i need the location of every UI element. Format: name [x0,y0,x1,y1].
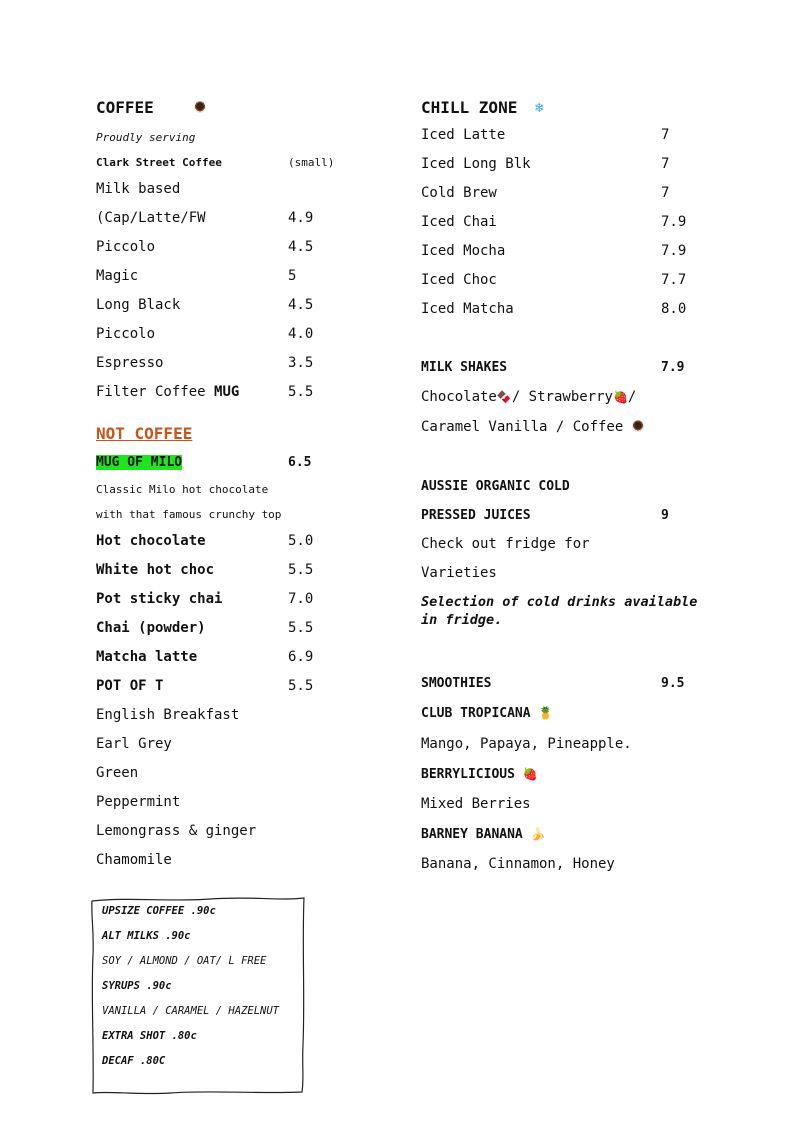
snowflake-icon: ❄ [535,100,544,116]
menu-item [421,150,741,179]
smoothie-name-wrap [421,698,553,729]
milo-desc-1 [96,477,356,502]
juices-line [421,559,741,588]
coffee-cup-icon [632,420,644,432]
milo-desc-2 [96,502,356,527]
item-price: 7 [661,127,670,143]
tea-item [96,846,356,875]
tea-item [96,701,356,730]
menu-item [96,204,356,233]
desc-text: with that famous crunchy top [96,508,282,521]
item-name: Iced Choc [421,272,497,288]
menu-item [421,121,741,150]
item-price: 6.9 [288,649,314,665]
menu-item-filter [96,378,356,407]
menu-item [96,556,356,585]
milo-name: MUG OF MILO [96,455,183,470]
smoothie-item [421,698,741,729]
item-price: 5 [288,268,297,284]
menu-item [96,291,356,320]
tea-name: Green [96,765,139,781]
milkshake-flavours-1 [421,382,741,413]
item-price: 7 [661,156,670,172]
fridge-note: Selection of cold drinks available in fridge. [421,594,698,628]
smoothie-item [421,819,741,849]
banana-icon: 🍌 [530,827,546,841]
item-price: 5.5 [288,562,314,578]
item-name: Pot sticky chai [96,591,223,607]
item-name: Iced Matcha [421,301,514,317]
juices-line [421,530,741,559]
tea-item [96,759,356,788]
menu-item [421,237,741,266]
item-price: 3.5 [288,355,314,371]
flavours-line [421,413,644,442]
menu-item [96,585,356,614]
coffee-cup-icon [194,96,206,120]
extra-line: DECAF .80C [102,1055,166,1067]
left-column [96,96,356,875]
item-name: Iced Long Blk [421,156,531,172]
item-name: Magic [96,268,139,284]
serving-label-row [96,125,356,150]
item-price: 7.9 [661,360,685,375]
smoothie-desc-text: Mango, Papaya, Pineapple. [421,736,632,752]
tea-item [96,817,356,846]
extra-line: SYRUPS .90c [102,980,172,992]
smoothie-name: BARNEY BANANA [421,827,523,842]
menu-item [96,175,356,204]
coffee-title: COFFEE [96,98,154,117]
milkshake-flavours-2 [421,413,741,442]
item-price: 7.0 [288,591,314,607]
menu-item [96,643,356,672]
coffee-heading [96,96,356,120]
strawberry-icon: 🍓 [612,390,628,404]
chill-zone-title: CHILL ZONE [421,98,518,117]
smoothie-name-wrap [421,819,546,850]
juices-text: Check out fridge for [421,536,590,552]
item-price: 4.0 [288,326,314,342]
smoothie-item [421,759,741,789]
smoothie-desc-text: Mixed Berries [421,796,531,812]
tea-item [96,730,356,759]
section-title: SMOOTHIES [421,676,492,691]
right-column [421,96,741,879]
smoothie-desc [421,849,741,879]
item-name: (Cap/Latte/FW [96,210,206,226]
item-name: Iced Chai [421,214,497,230]
item-name [96,378,239,407]
item-name: Espresso [96,355,164,371]
serving-label: Proudly serving [96,131,196,144]
menu-item [96,672,356,701]
desc-text: Classic Milo hot chocolate [96,483,269,496]
juices-heading-1 [421,472,741,501]
item-name: Iced Mocha [421,243,506,259]
flavour-text: / [627,389,637,405]
item-name: Matcha latte [96,649,198,665]
item-price: 5.5 [288,384,314,400]
item-name: White hot choc [96,562,215,578]
tea-name: English Breakfast [96,707,240,723]
item-name: Long Black [96,297,181,313]
extra-line: EXTRA SHOT .80c [102,1030,197,1042]
coffee-brand: Clark Street Coffee [96,156,222,169]
extras-list [102,899,279,1074]
menu-item [421,266,741,295]
item-price: 5.5 [288,620,314,636]
pineapple-icon: 🍍 [538,706,554,720]
section-title: AUSSIE ORGANIC COLD [421,479,570,494]
menu-item [421,208,741,237]
item-price: 7 [661,185,670,201]
item-price: 7.9 [661,214,687,230]
tea-name: Lemongrass & ginger [96,823,257,839]
item-price: 4.9 [288,210,314,226]
flavours-line [421,382,636,413]
item-price: 5.0 [288,533,314,549]
extra-line: UPSIZE COFFEE .90c [102,905,216,917]
section-title: MILK SHAKES [421,360,508,375]
chill-zone-heading [421,96,741,120]
item-price: 9.5 [661,676,685,691]
item-name: POT OF T [96,678,164,694]
menu-item [96,262,356,291]
menu-item [96,320,356,349]
menu-item [421,295,741,324]
flavour-text: Chocolate [421,389,497,405]
brand-row [96,150,356,175]
item-name: Hot chocolate [96,533,206,549]
item-price: 5.5 [288,678,314,694]
filter-name: Filter Coffee [96,384,215,400]
smoothie-name-wrap [421,759,538,790]
item-name: Milk based [96,181,181,197]
smoothie-desc-text: Banana, Cinnamon, Honey [421,856,615,872]
item-price: 7.9 [661,243,687,259]
milkshakes-heading [421,353,741,382]
milo-row [96,448,356,477]
extra-line: VANILLA / CARAMEL / HAZELNUT [102,1005,280,1017]
item-price: 7.7 [661,272,687,288]
not-coffee-heading: NOT COFFEE [96,424,193,443]
item-name: Piccolo [96,239,156,255]
flavour-text: / Strawberry [511,389,613,405]
smoothie-name: BERRYLICIOUS [421,767,515,782]
tea-name: Earl Grey [96,736,172,752]
item-price: 6.5 [288,455,312,470]
menu-item [96,614,356,643]
item-name: Iced Latte [421,127,506,143]
tea-name: Chamomile [96,852,172,868]
section-title: PRESSED JUICES [421,508,531,523]
juices-text: Varieties [421,565,497,581]
item-price: 4.5 [288,297,314,313]
extra-line: SOY / ALMOND / OAT/ L FREE [102,955,267,967]
flavour-text: Caramel Vanilla / Coffee [421,419,624,435]
menu-item [421,179,741,208]
tea-item [96,788,356,817]
extra-line: ALT MILKS .90c [102,930,191,942]
smoothie-name: CLUB TROPICANA [421,706,531,721]
smoothie-desc [421,729,741,759]
milo-name-wrap [96,448,182,477]
item-price: 4.5 [288,239,314,255]
item-price: 8.0 [661,301,687,317]
smoothie-desc [421,789,741,819]
tea-name: Peppermint [96,794,181,810]
menu-item [96,527,356,556]
strawberry-icon: 🍓 [522,767,538,781]
item-name: Chai (powder) [96,620,206,636]
item-name: Cold Brew [421,185,497,201]
size-note: (small) [288,156,335,169]
chocolate-bar-icon: 🍫 [496,390,512,404]
menu-item [96,233,356,262]
filter-mug: MUG [214,384,240,400]
item-name: Piccolo [96,326,156,342]
extras-box [90,895,306,1095]
smoothies-heading [421,669,741,698]
juices-heading-2 [421,501,741,530]
menu-item [96,349,356,378]
item-price: 9 [661,508,669,523]
